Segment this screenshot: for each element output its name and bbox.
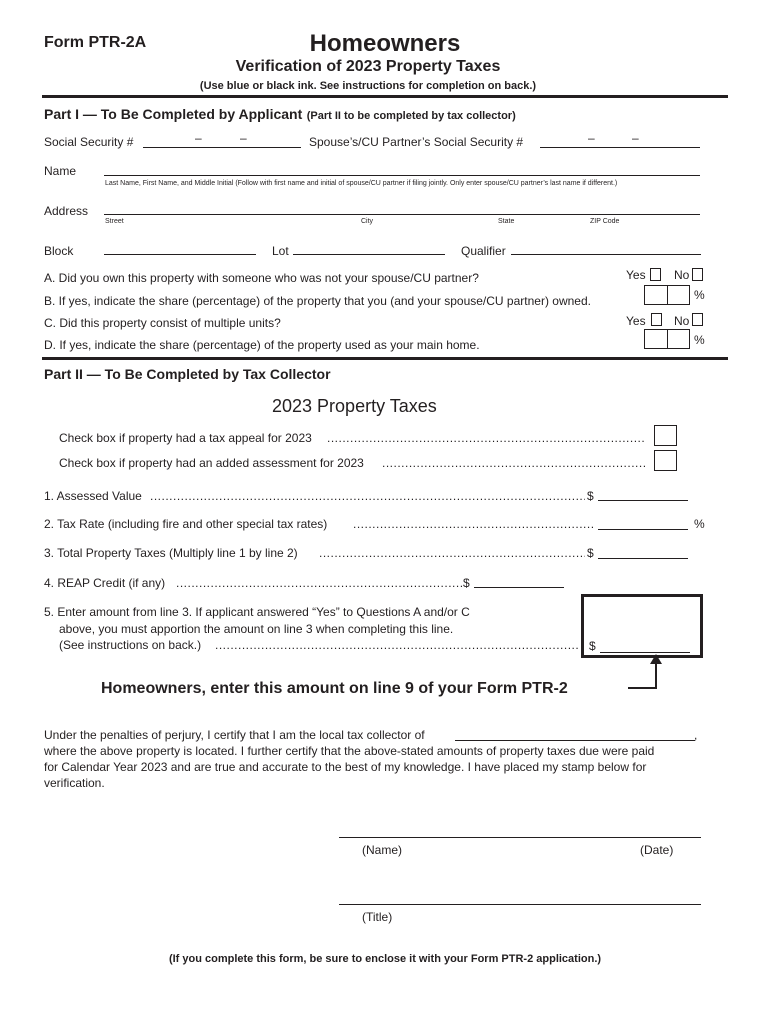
- check-appeal-leader: [327, 431, 646, 445]
- page-title: Homeowners: [309, 30, 461, 57]
- line3-leader: [319, 546, 585, 560]
- header-rule: [42, 95, 728, 98]
- spouse-ssn-label: Spouse’s/CU Partner’s Social Security #: [309, 135, 524, 149]
- question-b-percent-field[interactable]: [644, 285, 690, 305]
- line5-leader: [215, 638, 579, 652]
- address-label: Address: [44, 204, 89, 218]
- cert-line-2: where the above property is located. I further certify that the above-stated amounts of property taxes due were paid: [44, 744, 655, 758]
- part1-heading: Part I — To Be Completed by Applicant (Part II to be completed by tax collector): [44, 106, 516, 122]
- cert-comma: ,: [694, 728, 698, 742]
- city-hint: City: [361, 218, 374, 225]
- line5-text-c: (See instructions on back.): [59, 638, 202, 652]
- line1-dollar: $: [587, 489, 594, 503]
- ssn-field[interactable]: [143, 147, 301, 148]
- footer-note: (If you complete this form, be sure to enclose it with your Form PTR-2 application.): [168, 953, 602, 965]
- spouse-ssn-dash-1: –: [588, 131, 595, 145]
- spouse-ssn-field[interactable]: [540, 147, 700, 148]
- line4-dollar: $: [463, 576, 470, 590]
- zip-hint: ZIP Code: [590, 218, 620, 225]
- arrow-icon: [620, 654, 670, 694]
- check-added-label: Check box if property had an added assessment for 2023: [59, 456, 364, 470]
- question-a: A. Did you own this property with someone who was not your spouse/CU partner?: [44, 271, 479, 285]
- line3-dollar: $: [587, 546, 594, 560]
- name-date-signature-line[interactable]: [339, 837, 701, 838]
- name-label: Name: [44, 164, 77, 178]
- question-a-yes-label: Yes: [626, 268, 646, 282]
- title-label: (Title): [362, 910, 393, 924]
- ssn-dash-2: –: [240, 131, 247, 145]
- qualifier-field[interactable]: [511, 254, 701, 255]
- question-c: C. Did this property consist of multiple units?: [44, 316, 281, 330]
- line5-amount-box[interactable]: [581, 594, 703, 658]
- block-field[interactable]: [104, 254, 256, 255]
- added-assessment-checkbox[interactable]: [654, 450, 677, 471]
- ssn-dash-1: –: [195, 131, 202, 145]
- ink-instructions: (Use blue or black ink. See instructions for completion on back.): [199, 80, 537, 92]
- callout-text: Homeowners, enter this amount on line 9 of your Form PTR-2: [101, 680, 568, 697]
- question-a-no-label: No: [674, 268, 690, 282]
- question-d-percent-field[interactable]: [644, 329, 690, 349]
- question-c-yes-label: Yes: [626, 314, 646, 328]
- cert-line-1: Under the penalties of perjury, I certify that I am the local tax collector of: [44, 728, 425, 742]
- ssn-label: Social Security #: [44, 135, 134, 149]
- spouse-ssn-dash-2: –: [632, 131, 639, 145]
- question-d-percent-sign: %: [694, 333, 705, 347]
- total-taxes-field[interactable]: [598, 558, 688, 559]
- section-title: 2023 Property Taxes: [272, 396, 437, 416]
- tax-appeal-checkbox[interactable]: [654, 425, 677, 446]
- title-signature-line[interactable]: [339, 904, 701, 905]
- cert-line-4: verification.: [44, 776, 105, 790]
- cert-line-3: for Calendar Year 2023 and are true and accurate to the best of my knowledge. I have placed my stamp below for: [44, 760, 647, 774]
- address-field[interactable]: [104, 214, 700, 215]
- question-a-yes-checkbox[interactable]: [650, 268, 661, 281]
- question-c-yes-checkbox[interactable]: [651, 313, 662, 326]
- question-c-no-checkbox[interactable]: [692, 313, 703, 326]
- name-label-bottom: (Name): [362, 843, 403, 857]
- question-b: B. If yes, indicate the share (percentage) of the property that you (and your spouse/CU partner) owned.: [44, 294, 591, 308]
- line4-leader: [176, 576, 462, 590]
- qualifier-label: Qualifier: [461, 244, 506, 258]
- lot-field[interactable]: [293, 254, 445, 255]
- part1-rule: [42, 357, 728, 360]
- question-b-percent-sign: %: [694, 288, 705, 302]
- form-id: Form PTR-2A: [44, 34, 147, 51]
- state-hint: State: [498, 218, 515, 225]
- line2-percent: %: [694, 517, 705, 531]
- tax-collector-field[interactable]: [455, 740, 695, 741]
- line5-amount-field[interactable]: [600, 652, 690, 653]
- check-appeal-label: Check box if property had a tax appeal for 2023: [59, 431, 312, 445]
- reap-credit-field[interactable]: [474, 587, 564, 588]
- name-hint: Last Name, First Name, and Middle Initial (Follow with first name and initial of spouse/CU partner if filing jointly. Only enter spouse/CU partner’s last name if different.): [105, 180, 618, 187]
- question-d: D. If yes, indicate the share (percentage) of the property used as your main home.: [44, 338, 480, 352]
- block-label: Block: [44, 244, 74, 258]
- line5-text-b: above, you must apportion the amount on line 3 when completing this line.: [59, 622, 454, 636]
- line5-dollar: $: [589, 639, 596, 653]
- page-subtitle: Verification of 2023 Property Taxes: [235, 58, 501, 75]
- street-hint: Street: [105, 218, 124, 225]
- line5-text-a: 5. Enter amount from line 3. If applicant answered “Yes” to Questions A and/or C: [44, 605, 470, 619]
- line3-label: 3. Total Property Taxes (Multiply line 1 by line 2): [44, 546, 298, 560]
- lot-label: Lot: [272, 244, 289, 258]
- assessed-value-field[interactable]: [598, 500, 688, 501]
- line1-label: 1. Assessed Value: [44, 489, 142, 503]
- question-a-no-checkbox[interactable]: [692, 268, 703, 281]
- line1-leader: [150, 489, 585, 503]
- question-c-no-label: No: [674, 314, 690, 328]
- name-field[interactable]: [104, 175, 700, 176]
- line2-label: 2. Tax Rate (including fire and other special tax rates): [44, 517, 328, 531]
- line4-label: 4. REAP Credit (if any): [44, 576, 166, 590]
- part2-heading: Part II — To Be Completed by Tax Collector: [44, 366, 331, 382]
- check-added-leader: [382, 456, 646, 470]
- date-label: (Date): [640, 843, 674, 857]
- tax-rate-field[interactable]: [598, 529, 688, 530]
- line2-leader: [353, 517, 593, 531]
